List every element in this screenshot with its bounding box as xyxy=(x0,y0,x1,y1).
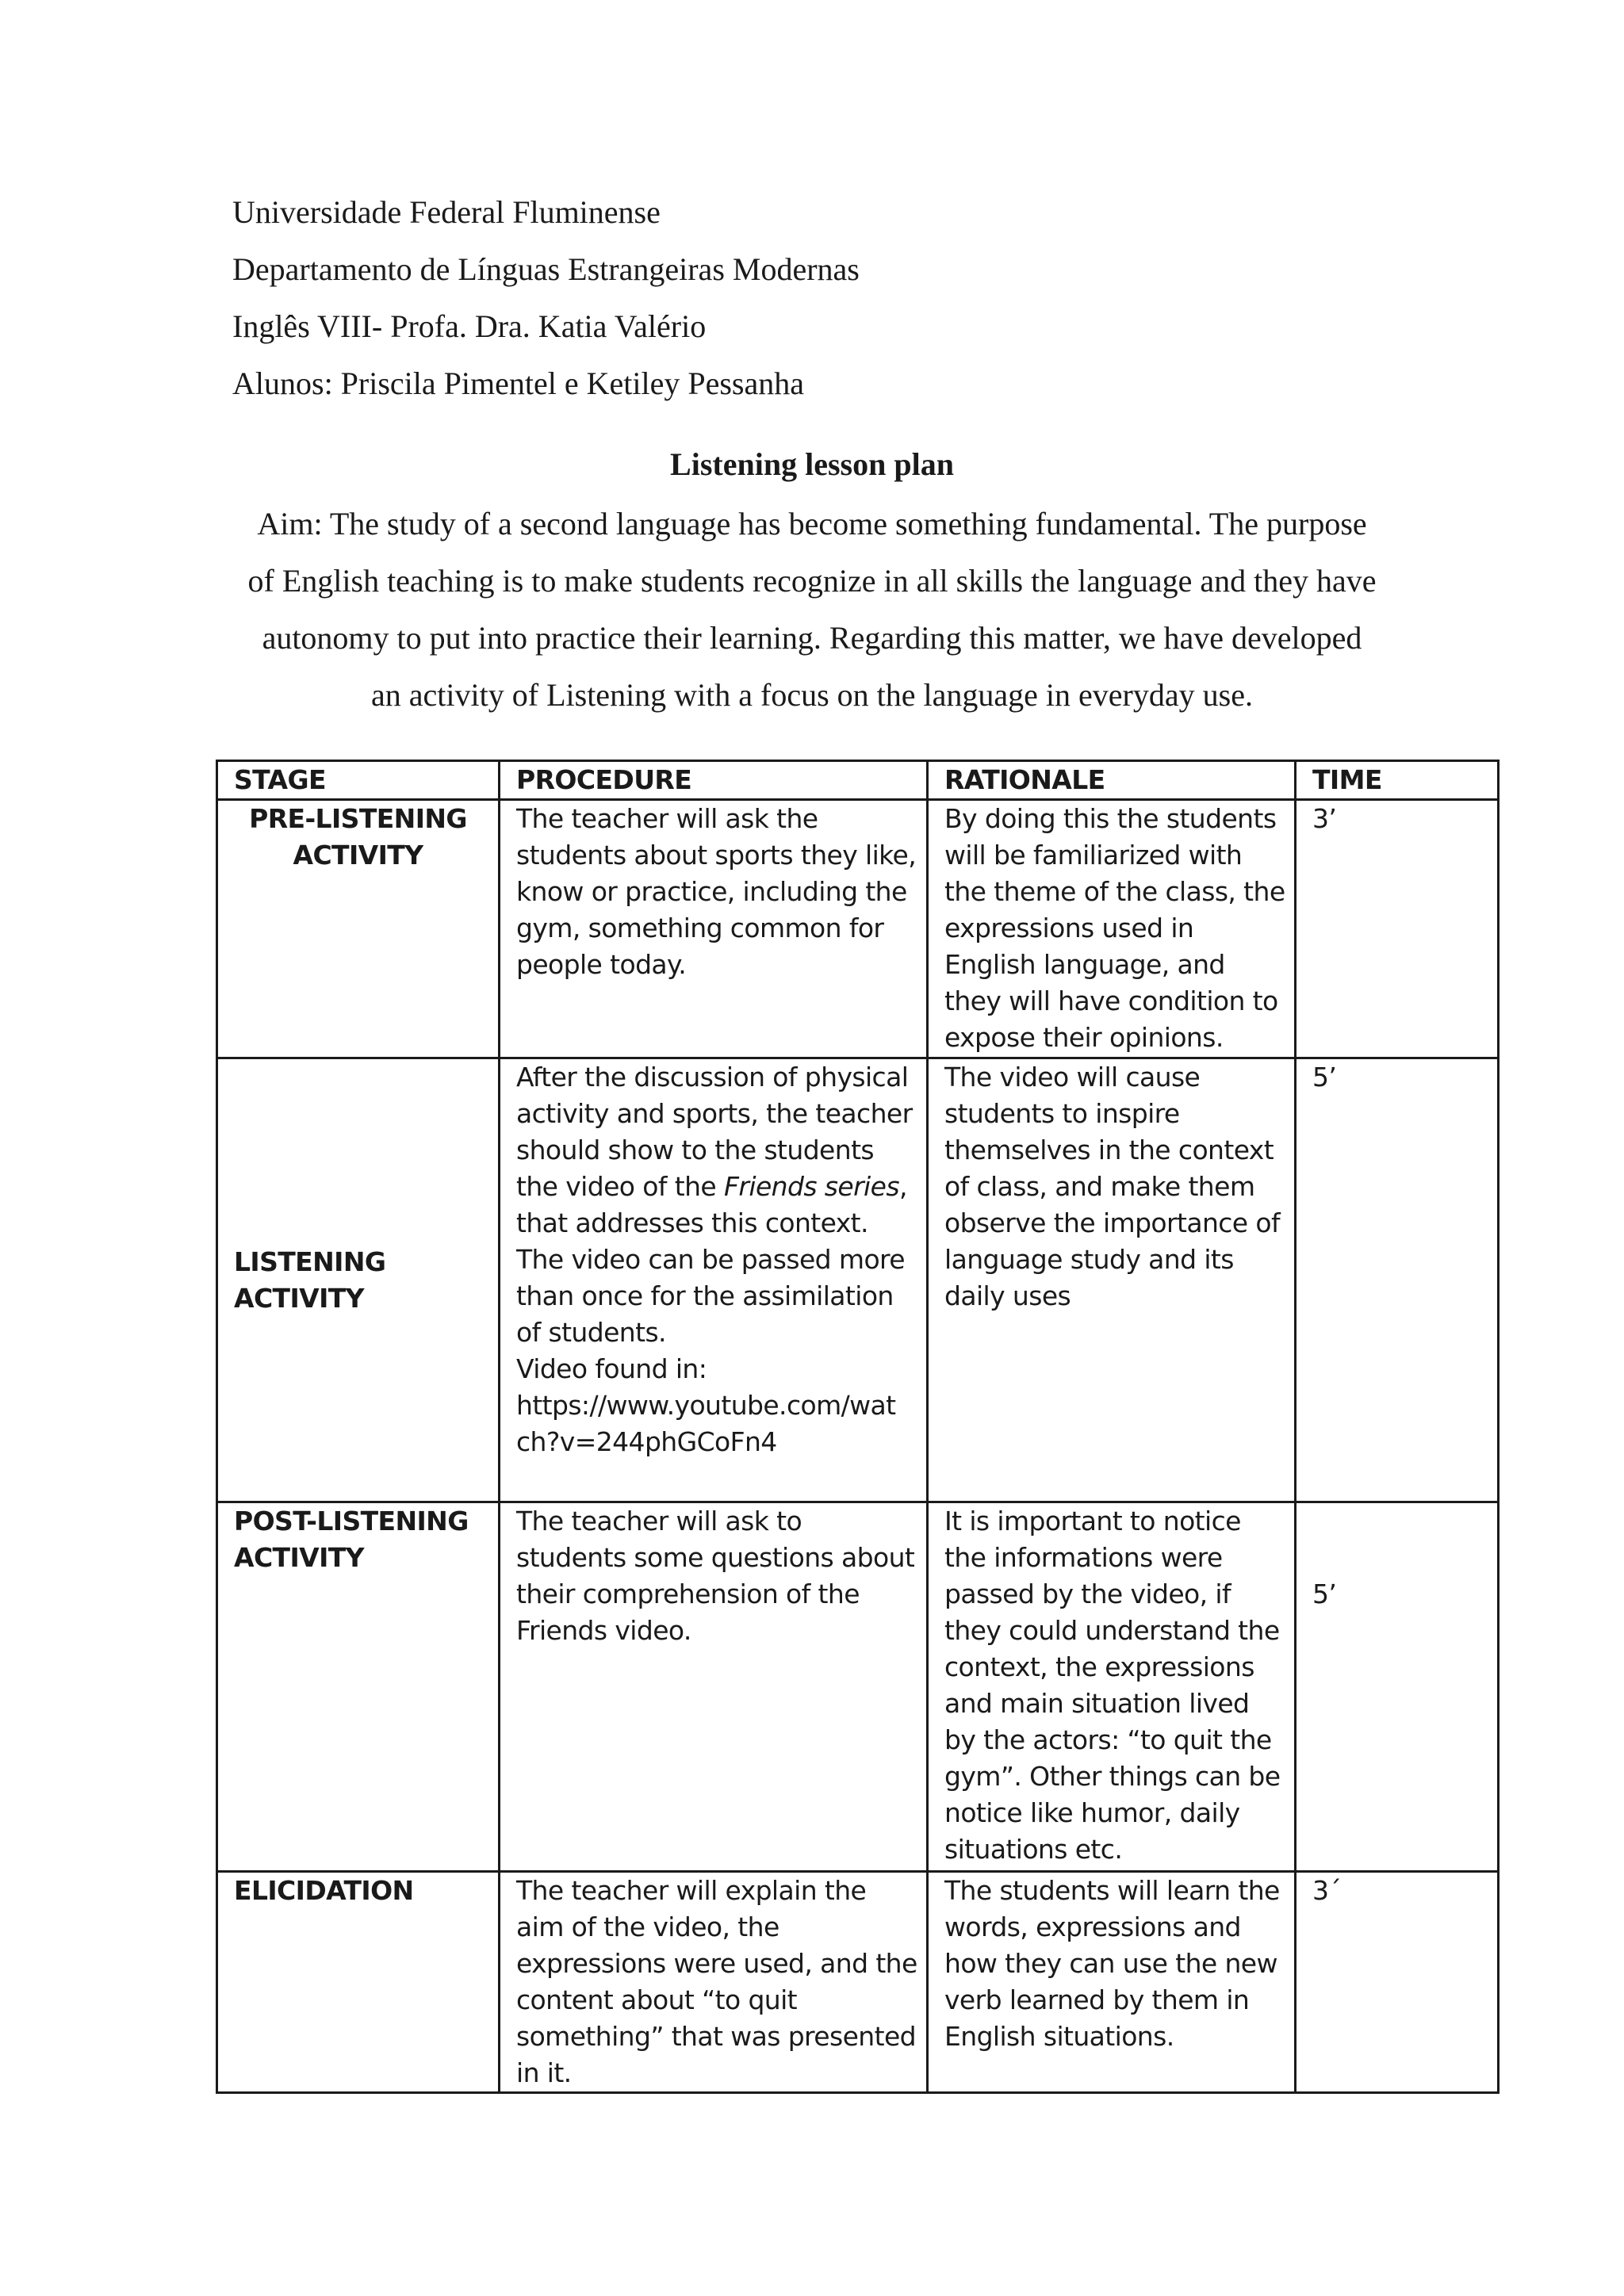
rationale-cell: The video will cause students to inspire themselves in the context of class, and make them observe the importance of language study and its daily uses xyxy=(928,1058,1296,1502)
stage-cell: LISTENING ACTIVITY xyxy=(217,1058,500,1502)
aim-paragraph xyxy=(222,496,1402,724)
procedure-text: , that addresses this context. The video can be passed more than once for the assimilation of students. xyxy=(516,1171,907,1348)
procedure-text: After the discussion of physical activity and sports, the teacher should show to the students the video of the xyxy=(516,1062,913,1202)
header-rationale: RATIONALE xyxy=(928,761,1296,800)
video-url[interactable]: https://www.youtube.com/wat xyxy=(516,1390,896,1421)
aim-line: autonomy to put into practice their learning. Regarding this matter, we have developed xyxy=(262,620,1362,656)
procedure-cell: The teacher will ask the students about sports they like, know or practice, including the gym, something common for people today. xyxy=(500,800,928,1058)
video-label: Video found in: xyxy=(516,1353,707,1384)
university-name: Universidade Federal Fluminense xyxy=(232,194,661,230)
stage-label: PRE-LISTENING xyxy=(249,803,467,834)
stage-label: ACTIVITY xyxy=(234,1542,364,1573)
stage-cell xyxy=(217,800,500,1058)
procedure-cell: The teacher will explain the aim of the video, the expressions were used, and the content about “to quit something” that was presented in it. xyxy=(500,1872,928,2093)
header-time: TIME xyxy=(1296,761,1499,800)
stage-label: ACTIVITY xyxy=(293,840,423,871)
students-names: Alunos: Priscila Pimentel e Ketiley Pessanha xyxy=(232,365,804,401)
aim-line: of English teaching is to make students recognize in all skills the language and they have xyxy=(247,563,1377,599)
rationale-cell: By doing this the students will be familiarized with the theme of the class, the expressions used in English language, and they will have condition to expose their opinions. xyxy=(928,800,1296,1058)
stage-label: POST-LISTENING xyxy=(234,1506,469,1536)
document-header xyxy=(232,184,860,412)
header-procedure: PROCEDURE xyxy=(500,761,928,800)
video-url[interactable]: ch?v=244phGCoFn4 xyxy=(516,1426,777,1457)
procedure-cell: The teacher will ask to students some questions about their comprehension of the Friends video. xyxy=(500,1502,928,1872)
table-row xyxy=(217,1058,1499,1502)
time-cell: 5’ xyxy=(1296,1502,1499,1872)
procedure-cell xyxy=(500,1058,928,1502)
stage-cell: ELICIDATION xyxy=(217,1872,500,2093)
series-name: Friends series xyxy=(724,1171,899,1202)
table-row xyxy=(217,1502,1499,1872)
course-info: Inglês VIII- Profa. Dra. Katia Valério xyxy=(232,308,707,344)
document-title: Listening lesson plan xyxy=(670,446,954,482)
time-cell: 5’ xyxy=(1296,1058,1499,1502)
table-header-row xyxy=(217,761,1499,800)
rationale-cell: The students will learn the words, expressions and how they can use the new verb learned by them in English situations. xyxy=(928,1872,1296,2093)
stage-cell xyxy=(217,1502,500,1872)
table-row xyxy=(217,800,1499,1058)
header-stage: STAGE xyxy=(217,761,500,800)
department-name: Departamento de Línguas Estrangeiras Modernas xyxy=(232,251,860,287)
time-cell: 3´ xyxy=(1296,1872,1499,2093)
rationale-cell: It is important to notice the informations were passed by the video, if they could understand the context, the expressions and main situation lived by the actors: “to quit the gym”. Other things can be notice like humor, daily situations etc. xyxy=(928,1502,1296,1872)
table-row xyxy=(217,1872,1499,2093)
aim-line: an activity of Listening with a focus on the language in everyday use. xyxy=(371,677,1253,713)
aim-line: Aim: The study of a second language has become something fundamental. The purpose xyxy=(257,506,1367,541)
lesson-plan-table xyxy=(216,760,1500,2094)
time-cell: 3’ xyxy=(1296,800,1499,1058)
